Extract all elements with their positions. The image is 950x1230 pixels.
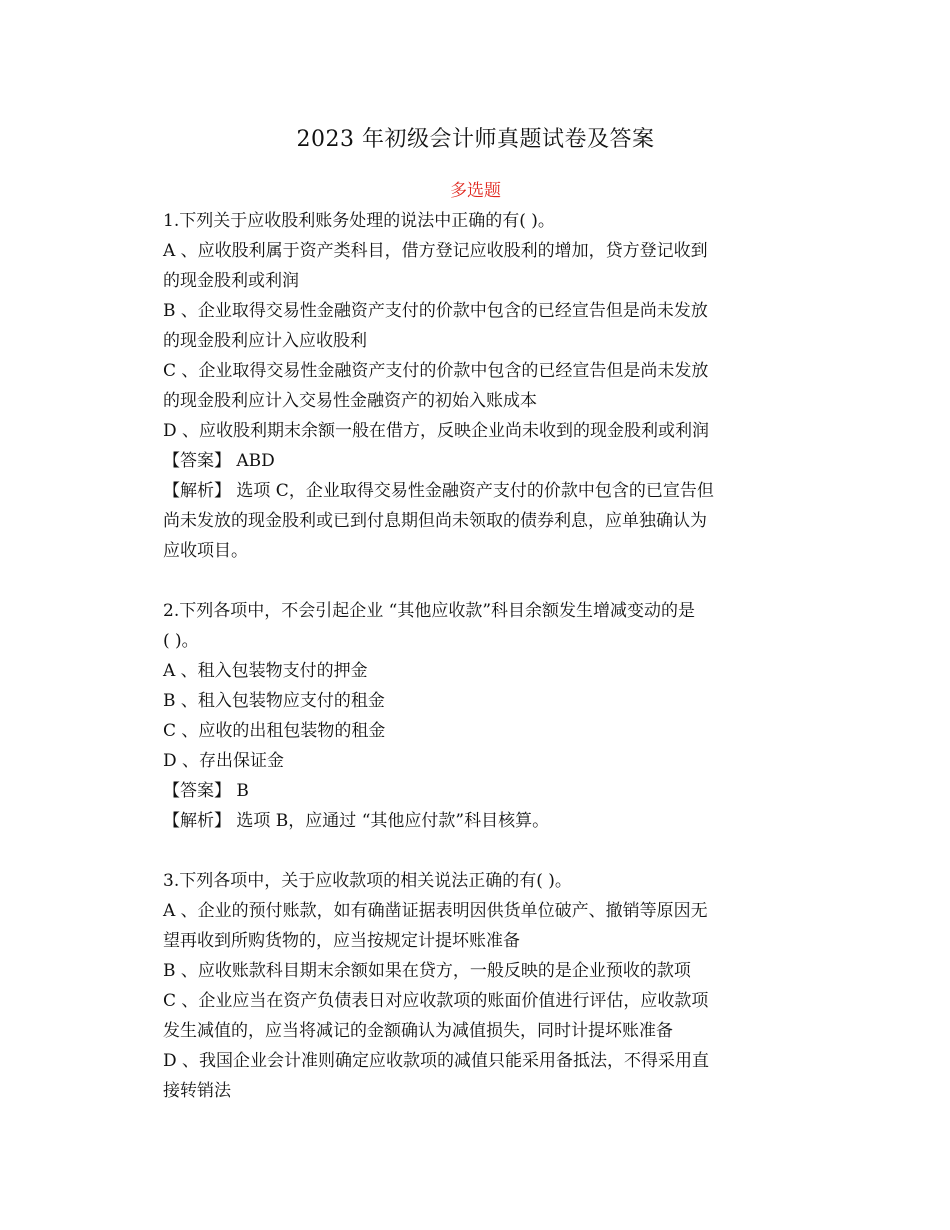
- analysis-continued: 尚未发放的现金股利或已到付息期但尚未领取的债券利息，应单独确认为: [163, 511, 707, 531]
- option-d: D 、存出保证金: [163, 751, 285, 771]
- option-a-continued: 望再收到所购货物的，应当按规定计提坏账准备: [163, 931, 520, 951]
- option-d: D 、应收股利期末余额一般在借方，反映企业尚未收到的现金股利或利润: [163, 421, 710, 441]
- section-title: 多选题: [450, 181, 501, 201]
- question-2: [163, 596, 788, 836]
- option-d-continued: 接转销法: [163, 1081, 231, 1101]
- option-a: A 、应收股利属于资产类科目，借方登记应收股利的增加，贷方登记收到: [163, 241, 708, 261]
- question-stem: 2.下列各项中，不会引起企业 “其他应收款”科目余额发生增减变动的是: [163, 601, 696, 621]
- document-page: [163, 118, 788, 1106]
- answer: 【答案】 B: [163, 781, 249, 801]
- option-a: A 、租入包装物支付的押金: [163, 661, 368, 681]
- spacer: [163, 566, 788, 596]
- question-3: [163, 866, 788, 1106]
- analysis-continued: 应收项目。: [163, 541, 248, 561]
- option-b: B 、企业取得交易性金融资产支付的价款中包含的已经宣告但是尚未发放: [163, 301, 708, 321]
- option-b: B 、应收账款科目期末余额如果在贷方，一般反映的是企业预收的款项: [163, 961, 691, 981]
- answer: 【答案】 ABD: [163, 451, 275, 471]
- option-c: C 、企业应当在资产负债表日对应收款项的账面价值进行评估，应收款项: [163, 991, 709, 1011]
- option-a: A 、企业的预付账款，如有确凿证据表明因供货单位破产、撤销等原因无: [163, 901, 708, 921]
- option-c-continued: 发生减值的，应当将减记的金额确认为减值损失，同时计提坏账准备: [163, 1021, 673, 1041]
- question-stem: 3.下列各项中，关于应收款项的相关说法正确的有( )。: [163, 871, 572, 891]
- question-stem-continued: ( )。: [163, 631, 199, 651]
- option-b: B 、租入包装物应支付的租金: [163, 691, 385, 711]
- document-title: 2023 年初级会计师真题试卷及答案: [296, 127, 655, 152]
- analysis: 【解析】 选项 C，企业取得交易性金融资产支付的价款中包含的已宣告但: [163, 481, 714, 501]
- option-c: C 、应收的出租包装物的租金: [163, 721, 386, 741]
- option-a-continued: 的现金股利或利润: [163, 271, 299, 291]
- analysis: 【解析】 选项 B，应通过 “其他应付款”科目核算。: [163, 811, 550, 831]
- spacer: [163, 836, 788, 866]
- option-c-continued: 的现金股利应计入交易性金融资产的初始入账成本: [163, 391, 537, 411]
- option-d: D 、我国企业会计准则确定应收款项的减值只能采用备抵法，不得采用直: [163, 1051, 710, 1071]
- option-b-continued: 的现金股利应计入应收股利: [163, 331, 367, 351]
- option-c: C 、企业取得交易性金融资产支付的价款中包含的已经宣告但是尚未发放: [163, 361, 709, 381]
- question-1: [163, 206, 788, 566]
- question-stem: 1.下列关于应收股利账务处理的说法中正确的有( )。: [163, 211, 555, 231]
